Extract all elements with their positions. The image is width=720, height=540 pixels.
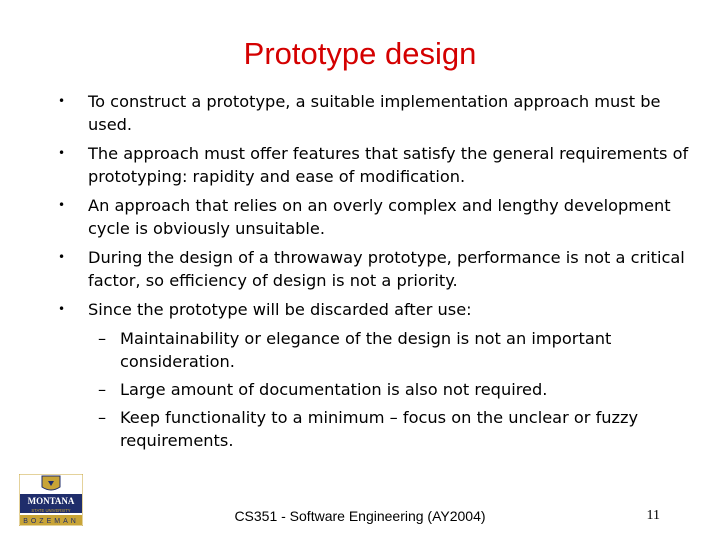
bullet-text: An approach that relies on an overly complex and lengthy development cycle is obviously unsuitable.	[88, 196, 671, 238]
sub-bullet-item	[58, 406, 698, 452]
svg-text:BOZEMAN: BOZEMAN	[23, 518, 79, 525]
bullet-marker: •	[58, 250, 66, 264]
bullet-item	[58, 194, 698, 240]
sub-bullet-item	[58, 327, 698, 373]
bullet-text: To construct a prototype, a suitable implementation approach must be used.	[88, 92, 661, 134]
slide-title: Prototype design	[243, 36, 477, 71]
sub-bullet-text: Large amount of documentation is also not required.	[120, 380, 548, 399]
bullet-item	[58, 298, 698, 321]
dash-marker: –	[98, 329, 107, 348]
bullet-item	[58, 90, 698, 136]
bullet-text: The approach must offer features that satisfy the general requirements of prototyping: rapidity and ease of modification.	[88, 144, 689, 186]
bullet-item	[58, 142, 698, 188]
svg-text:STATE UNIVERSITY: STATE UNIVERSITY	[31, 508, 71, 513]
bullet-marker: •	[58, 198, 66, 212]
sub-bullet-item	[58, 378, 698, 401]
bullet-list	[58, 90, 698, 457]
bullet-item	[58, 246, 698, 292]
bullet-marker: •	[58, 94, 66, 108]
bullet-marker: •	[58, 146, 66, 160]
bullet-text: During the design of a throwaway prototype, performance is not a critical factor, so efficiency of design is not a priority.	[88, 248, 685, 290]
dash-marker: –	[98, 380, 107, 399]
bullet-text: Since the prototype will be discarded after use:	[88, 300, 472, 319]
svg-text:MONTANA: MONTANA	[27, 496, 75, 506]
sub-bullet-text: Keep functionality to a minimum – focus on the unclear or fuzzy requirements.	[120, 408, 639, 450]
slide-footer: CS351 - Software Engineering (AY2004)	[234, 508, 486, 524]
bullet-marker: •	[58, 302, 66, 316]
sub-bullet-text: Maintainability or elegance of the design is not an important consideration.	[120, 329, 612, 371]
page-number: 11	[646, 508, 660, 523]
sub-bullet-list	[58, 327, 698, 452]
montana-state-logo	[19, 474, 83, 526]
dash-marker: –	[98, 408, 107, 427]
